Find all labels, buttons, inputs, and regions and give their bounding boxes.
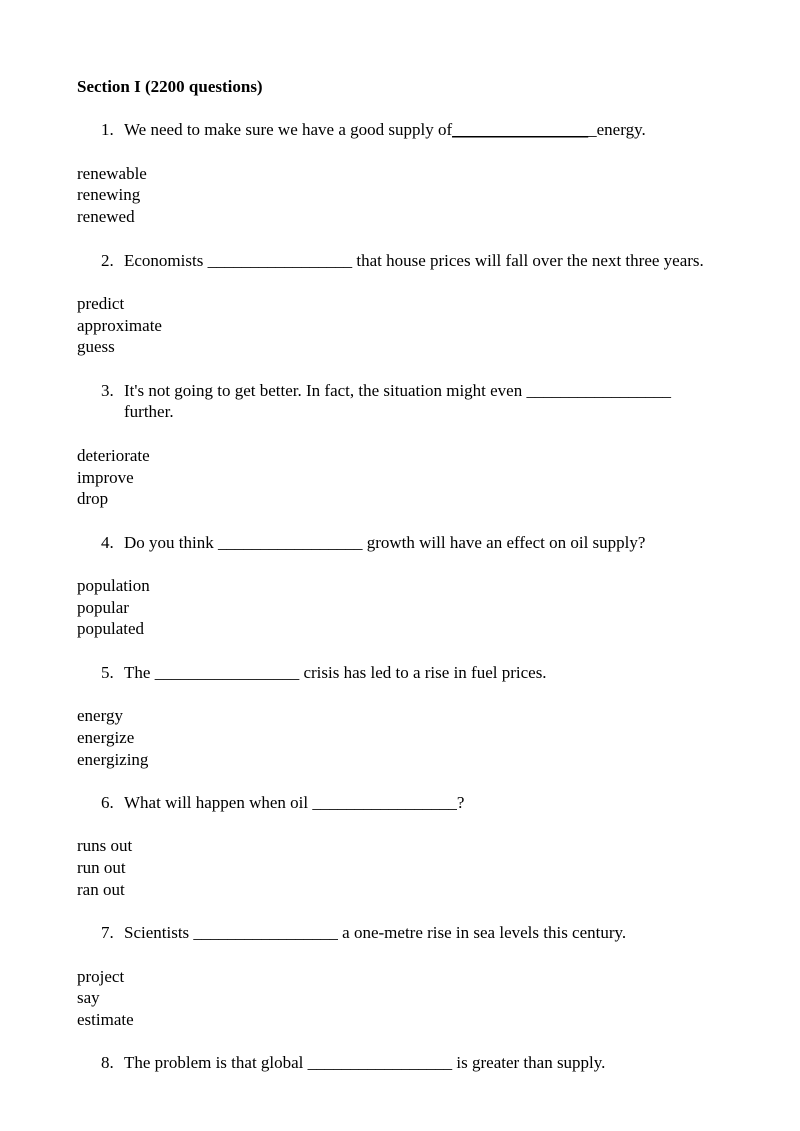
options-list-7 <box>77 966 777 1031</box>
question-7 <box>77 922 777 944</box>
question-number: 6. <box>101 793 114 813</box>
question-number: 3. <box>101 380 114 400</box>
question-text-after: further. <box>124 402 174 422</box>
option-item: say <box>77 988 100 1008</box>
option-item: energize <box>77 727 135 747</box>
question-text <box>124 1052 769 1074</box>
options-list-3 <box>77 445 777 510</box>
answer-blank: _________________ <box>312 793 457 813</box>
question-number: 4. <box>101 532 114 552</box>
options-list-4 <box>77 575 777 640</box>
question-3 <box>77 380 777 423</box>
question-text <box>124 380 769 423</box>
answer-blank: _________________ <box>217 532 363 552</box>
option-item: energy <box>77 706 123 726</box>
option-item: run out <box>77 858 126 878</box>
question-text-before: Scientists <box>124 923 194 943</box>
option-item: deteriorate <box>77 445 150 465</box>
options-list-1 <box>77 163 777 228</box>
option-item: renewing <box>77 185 141 205</box>
question-text-after: crisis has led to a rise in fuel prices. <box>299 662 547 682</box>
question-text-after: a one-metre rise in sea levels this century. <box>337 923 627 943</box>
question-text-before: The <box>124 662 155 682</box>
answer-blank: _________________ <box>207 250 353 270</box>
options-list-5 <box>77 705 777 770</box>
question-text <box>124 922 769 944</box>
question-number: 7. <box>101 923 114 943</box>
question-number: 2. <box>101 250 114 270</box>
question-text <box>124 662 769 684</box>
question-text <box>124 792 769 814</box>
section-title: Section I (2200 questions) <box>77 77 263 96</box>
question-text-after: growth will have an effect on oil supply? <box>362 532 646 552</box>
question-5 <box>77 662 777 684</box>
worksheet-page <box>77 76 777 1096</box>
question-4 <box>77 532 777 554</box>
question-text-before: What will happen when oil <box>124 793 313 813</box>
option-item: energizing <box>77 749 149 769</box>
question-8 <box>77 1052 777 1074</box>
option-item: guess <box>77 337 115 357</box>
answer-blank: _________________ <box>307 1053 453 1073</box>
question-text <box>124 250 769 272</box>
question-text <box>124 532 769 554</box>
question-1 <box>77 119 777 141</box>
option-item: ran out <box>77 879 125 899</box>
answer-blank: _________________ <box>526 380 671 400</box>
option-item: runs out <box>77 836 133 856</box>
option-item: renewable <box>77 163 147 183</box>
option-item: renewed <box>77 207 135 227</box>
answer-blank: _________________ <box>193 923 338 943</box>
option-item: populated <box>77 619 145 639</box>
question-number: 5. <box>101 662 114 682</box>
option-item: predict <box>77 293 125 313</box>
question-text-after: is greater than supply. <box>452 1053 606 1073</box>
question-number: 8. <box>101 1053 114 1073</box>
option-item: project <box>77 966 125 986</box>
option-item: estimate <box>77 1010 134 1030</box>
question-6 <box>77 792 777 814</box>
option-item: population <box>77 576 150 596</box>
question-text-after: ? <box>456 793 465 813</box>
question-2 <box>77 250 777 272</box>
question-text-before: Do you think <box>124 532 218 552</box>
question-text-before: Economists <box>124 250 208 270</box>
question-text-after: that house prices will fall over the next three years. <box>352 250 704 270</box>
option-item: improve <box>77 467 134 487</box>
option-item: approximate <box>77 315 162 335</box>
question-text-before: The problem is that global <box>124 1053 308 1073</box>
question-text-before: We need to make sure we have a good supply of <box>124 120 453 140</box>
option-item: drop <box>77 489 109 509</box>
answer-blank: _________________ <box>154 662 300 682</box>
question-number: 1. <box>101 120 114 140</box>
question-text <box>124 119 769 141</box>
answer-blank: ________________ <box>452 120 589 140</box>
question-text-before: It's not going to get better. In fact, the situation might even <box>124 380 527 400</box>
options-list-6 <box>77 835 777 900</box>
options-list-2 <box>77 293 777 358</box>
question-text-after: _energy. <box>588 120 646 140</box>
option-item: popular <box>77 597 129 617</box>
